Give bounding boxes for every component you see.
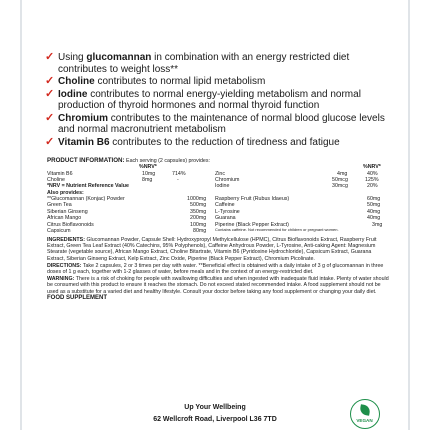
nutrient-amount: 10mg	[142, 170, 156, 177]
extra-name: Green Tea	[47, 202, 72, 209]
nutrient-nrv: -	[177, 176, 179, 183]
nrv-footnote: *NRV = Nutrient Reference Value	[47, 183, 129, 190]
nutrient-amount: 4mg	[337, 170, 348, 177]
warning-label: WARNING:	[47, 276, 75, 283]
nutrient-name: Choline	[47, 176, 65, 183]
nutrient-name: Zinc	[215, 170, 226, 177]
extra-name: Citrus Bioflavonoids	[47, 221, 94, 228]
claim-text: contributes to the maintenance of normal blood glucose levels and normal macronutrient metabolism	[58, 112, 385, 135]
extra-amount: 40mg	[367, 208, 381, 215]
extra-amount: 50mg	[367, 202, 381, 209]
nutrient-nrv: 714%	[172, 170, 186, 177]
nutrient-name: Iodine	[215, 183, 230, 190]
nrv-header: %NRV*	[363, 164, 381, 171]
vegan-badge-text: VEGAN	[356, 418, 373, 423]
claim-item	[45, 113, 390, 136]
nutrient-name: Chromium	[215, 176, 240, 183]
claim-item	[45, 137, 390, 149]
extra-name: African Mango	[47, 215, 82, 222]
extra-amount: 60mg	[367, 195, 381, 202]
nutrient-name: Vitamin B6	[47, 170, 73, 177]
nutrient-nrv: 40%	[367, 170, 378, 177]
claim-text: Using	[58, 52, 87, 63]
company-name: Up Your Wellbeing	[184, 404, 246, 411]
extra-name: L-Tyrosine	[215, 208, 240, 215]
nutrient-nrv: 125%	[365, 176, 379, 183]
food-supplement-label: FOOD SUPPLEMENT	[47, 294, 108, 301]
check-icon: ✓	[45, 111, 55, 124]
warning-text: There is a risk of choking for people with swallowing difficulties and when ingested with inadequate fluid intake. Plenty of water should be consumed with this product to ensure it reaches the stomach. Do not exceed stated recommended intake. A food supplement should not be used as a substitute for a varied diet and healthy lifestyle. Consult your doctor before taking any food supplement or changing your daily diet.	[47, 276, 389, 295]
check-icon: ✓	[45, 75, 55, 87]
claim-highlight: glucomannan	[86, 52, 152, 63]
claim-item	[45, 52, 390, 75]
extra-amount: 200mg	[190, 215, 207, 222]
extra-amount: 80mg	[193, 227, 207, 234]
extra-amount: 1000mg	[187, 195, 207, 202]
claim-text: contributes to the reduction of tiredness and fatigue	[109, 136, 340, 148]
company-address: 62 Wellcroft Road, Liverpool L36 7TD	[153, 416, 277, 423]
vegan-badge	[350, 399, 380, 429]
directions-text: Take 2 capsules, 2 or 3 times per day with water. **Beneficial effect is obtained with a daily intake of 3 g of glucomannan in three doses of 1 g each, together with 1-2 glasses of water, before meals and in the context of an energy-restricted diet.	[47, 262, 384, 275]
warning	[47, 276, 390, 301]
extra-amount: 350mg	[190, 208, 207, 215]
claim-item	[45, 76, 390, 88]
extra-amount: 500mg	[190, 202, 207, 209]
claim-item	[45, 89, 390, 112]
extra-name: Guarana	[215, 215, 236, 222]
extra-name: **Glucomannan (Konjac) Powder	[47, 195, 125, 202]
caffeine-note: Contains caffeine. Not recommended for children or pregnant women.	[215, 226, 339, 232]
claim-highlight: Iodine	[58, 88, 88, 100]
extra-name: Capsicum	[47, 227, 71, 234]
check-icon: ✓	[45, 51, 55, 63]
check-icon: ✓	[45, 135, 55, 148]
directions	[47, 263, 390, 275]
claim-text: contributes to normal lipid metabolism	[94, 76, 266, 87]
vitamin-row	[47, 183, 390, 189]
ingredients-label: INGREDIENTS:	[47, 236, 85, 243]
nutrient-amount: 8mg	[142, 176, 153, 183]
product-info-subtitle: Each serving (2 capsules) provides:	[124, 158, 210, 164]
also-provides-heading: Also provides:	[47, 189, 84, 196]
claim-text: in combination with an energy restricted diet contributes to weight loss**	[58, 52, 350, 75]
product-information	[47, 158, 390, 301]
claim-highlight: Vitamin B6	[58, 136, 110, 148]
extra-amount: 3mg	[372, 221, 383, 228]
claim-highlight: Choline	[58, 76, 95, 87]
leaf-icon	[359, 404, 371, 416]
extra-amount: 100mg	[190, 221, 207, 228]
extra-name: Caffeine	[215, 202, 235, 209]
extra-amount: 40mg	[367, 215, 381, 222]
health-claims-list	[45, 52, 390, 149]
extra-name: Piperine (Black Pepper Extract)	[215, 221, 289, 228]
extra-name: Raspberry Fruit (Rubus Idaeus)	[215, 195, 290, 202]
extra-name: Siberian Ginseng	[47, 208, 88, 215]
nrv-header: %NRV*	[139, 164, 157, 171]
check-icon: ✓	[45, 87, 55, 100]
nutrient-amount: 30mcg	[332, 183, 348, 190]
claim-highlight: Chromium	[58, 112, 108, 124]
product-info-title: PRODUCT INFORMATION:	[47, 157, 125, 164]
directions-label: DIRECTIONS:	[47, 262, 82, 269]
claim-text: contributes to normal energy-yielding metabolism and normal production of thyroid hormones and normal thyroid function	[58, 88, 361, 111]
nutrient-nrv: 20%	[367, 183, 378, 190]
ingredients	[47, 237, 390, 262]
nutrient-amount: 50mcg	[332, 176, 348, 183]
ingredients-text: Glucomannan Powder, Capsule Shell: Hydroxypropyl Methylcellulose (HPMC), Citrus Bioflavonoids Extract, Raspberry Fruit Extract, Green Tea Leaf Extract (40% Catechins, 95% Polyphenols), Caffeine Anhydrous Powder, L-Tyrosine, Anti-caking Agent: Magnesium Stearate (vegetable source), African Mango Extract, Choline Bitartrate, Vitamin B6 (Pyridoxine Hydrochloride), Capsicum Extract, Guarana Extract, Siberian Ginseng Extract, Kelp Extract, Zinc Oxide, Piperine (Black Pepper Extract), Chromium Picolinate.	[47, 236, 377, 262]
extra-row	[47, 228, 390, 235]
